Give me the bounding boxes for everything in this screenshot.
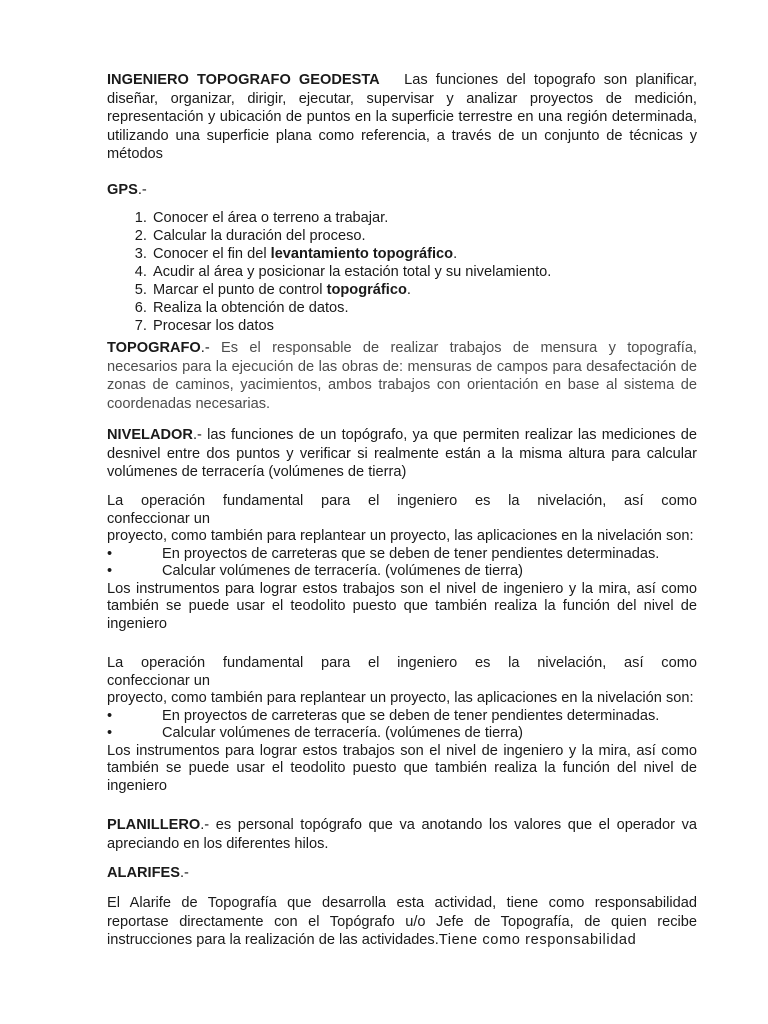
bullet-icon: • [107, 707, 113, 724]
gps-step-6 [151, 299, 741, 317]
gps-step-suffix: . [406, 282, 411, 298]
gps-step-4 [151, 263, 741, 281]
alarifes-text: El Alarife de Topografía que desarrolla esta actividad, tiene como responsabilidad reportase directamente con el Topógrafo u/o Jefe de Topografía, de quien recibe instrucciones para la realización de las actividades. [107, 895, 697, 948]
operacion-section-2 [107, 655, 697, 795]
bullet-icon: • [107, 725, 113, 741]
gps-step-suffix: . [453, 246, 458, 262]
operacion-line1: La operación fundamental para el ingeniero es la nivelación, así como [107, 655, 697, 671]
intro-paragraph [107, 71, 697, 164]
intro-heading: INGENIERO TOPOGRAFO GEODESTA [107, 72, 380, 88]
topografo-paragraph [107, 339, 697, 413]
instrumentos-text: Los instrumentos para lograr estos trabajos son el nivel de ingeniero y la mira, así como también se puede usar el teodolito puesto que también realiza la función del nivel de ingeniero [107, 742, 697, 794]
operacion-section-1 [107, 493, 697, 633]
topografo-suffix: .- [200, 340, 210, 356]
gps-step-text: Conocer el área o terreno a trabajar. [153, 210, 389, 226]
nivelador-suffix: .- [192, 427, 202, 443]
alarifes-heading-line [107, 864, 697, 883]
operacion-line1: La operación fundamental para el ingeniero es la nivelación, así como [107, 493, 697, 509]
alarifes-suffix: .- [179, 865, 189, 881]
topografo-text: Es el responsable de realizar trabajos de mensura y topografía, necesarios para la ejecución de las obras de: mensuras de campos para desafectación de zonas de caminos, yacimientos, ambos trabajos con orientación en base al sistema de coordenadas necesarias. [107, 340, 697, 412]
operacion-line2: confeccionar un [107, 510, 211, 527]
gps-step-text: Realiza la obtención de datos. [153, 300, 349, 316]
intro-text: Las funciones del topografo son planificar, diseñar, organizar, dirigir, ejecutar, supervisar y analizar proyectos de medición, representación y ubicación de puntos en la superficie terrestre en una región determinada, utilizando una superficie plana como referencia, a través de un conjunto de técnicas y métodos [107, 72, 697, 162]
gps-step-2 [151, 227, 741, 245]
planillero-text: es personal topógrafo que va anotando los valores que el operador va apreciando en los diferentes hilos. [107, 817, 697, 852]
planillero-paragraph [107, 816, 697, 853]
gps-step-text: Marcar el punto de control [153, 282, 327, 298]
alarifes-paragraph [107, 894, 697, 950]
alarifes-tail: Tiene como responsabilidad [438, 932, 637, 948]
bullet-icon: • [107, 545, 113, 562]
bullet-item [107, 563, 697, 581]
gps-suffix: .- [137, 182, 147, 198]
bullet-text: Calcular volúmenes de terracería. (volúmenes de tierra) [162, 725, 523, 741]
bullet-icon: • [107, 563, 113, 579]
planillero-suffix: .- [200, 817, 210, 833]
gps-step-text: Procesar los datos [153, 318, 274, 334]
nivelador-heading: NIVELADOR [107, 427, 193, 443]
gps-heading: GPS [107, 182, 138, 198]
instrumentos-text: Los instrumentos para lograr estos trabajos son el nivel de ingeniero y la mira, así como también se puede usar el teodolito puesto que también realiza la función del nivel de ingeniero [107, 580, 697, 632]
gps-step-5 [151, 281, 741, 299]
operacion-line2: confeccionar un [107, 672, 211, 689]
operacion-line3: proyecto, como también para replantear un proyecto, las aplicaciones en la nivelación son: [107, 690, 694, 706]
bullet-text: En proyectos de carreteras que se deben de tener pendientes determinadas. [162, 707, 660, 724]
gps-step-3 [151, 245, 741, 263]
nivelador-text: las funciones de un topógrafo, ya que permiten realizar las mediciones de desnivel entre dos puntos y verificar si realmente están a la misma altura para calcular volúmenes de terracería (volúmenes de tierra) [107, 427, 697, 480]
gps-step-text: Conocer el fin del [153, 246, 271, 262]
bullet-item [107, 546, 697, 564]
gps-step-1 [151, 209, 741, 227]
bullet-item [107, 708, 697, 726]
gps-heading-line [107, 181, 697, 200]
nivelador-paragraph [107, 426, 697, 482]
bullet-item [107, 725, 697, 743]
gps-step-7 [151, 317, 741, 335]
bullet-text: En proyectos de carreteras que se deben de tener pendientes determinadas. [162, 545, 660, 562]
gps-step-bold: levantamiento topográfico [270, 246, 454, 262]
operacion-line3: proyecto, como también para replantear un proyecto, las aplicaciones en la nivelación son: [107, 528, 694, 544]
gps-step-text: Acudir al área y posicionar la estación total y su nivelamiento. [153, 264, 552, 280]
bullet-text: Calcular volúmenes de terracería. (volúmenes de tierra) [162, 563, 523, 579]
gps-step-text: Calcular la duración del proceso. [153, 228, 366, 244]
topografo-heading: TOPOGRAFO [107, 340, 201, 356]
gps-step-bold: topográfico [326, 282, 407, 298]
gps-steps-list [107, 209, 741, 335]
alarifes-heading: ALARIFES [107, 865, 180, 881]
planillero-heading: PLANILLERO [107, 817, 201, 833]
